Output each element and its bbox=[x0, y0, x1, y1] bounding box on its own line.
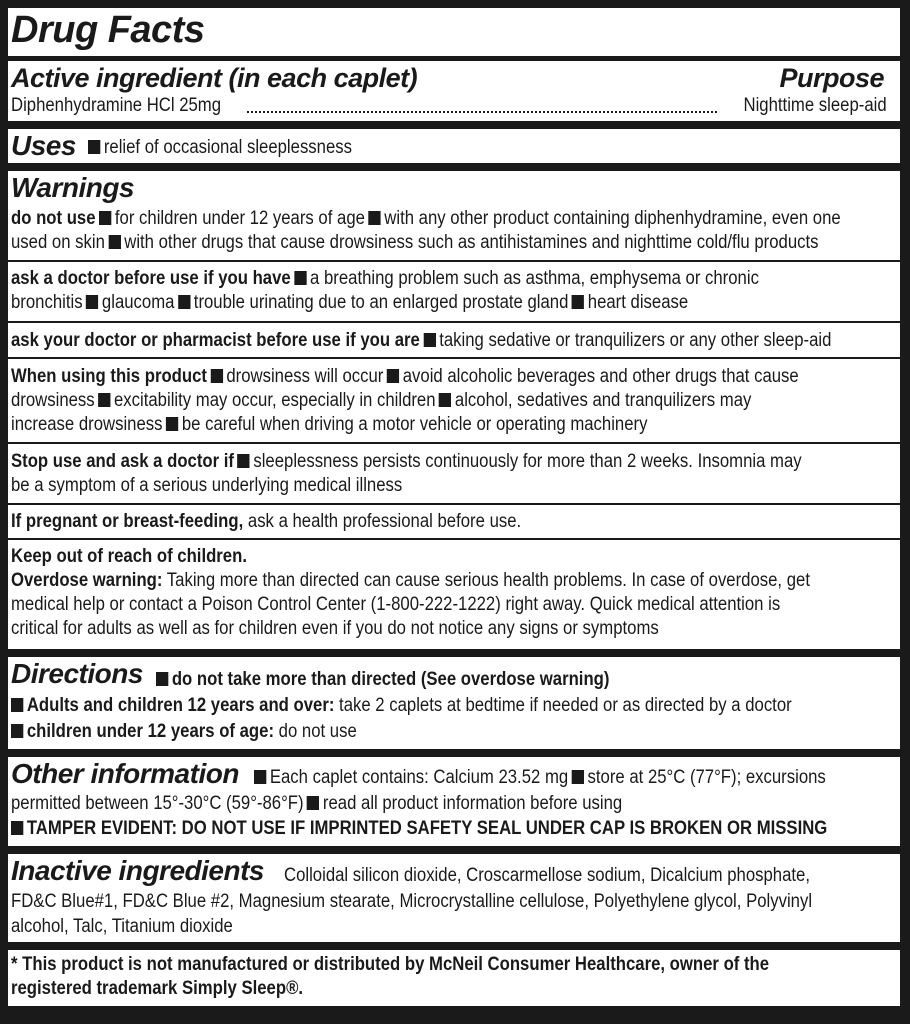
bullet-square-icon bbox=[210, 369, 222, 383]
bullet-square-icon bbox=[11, 724, 23, 738]
bullet-square-icon bbox=[98, 393, 110, 407]
ask-doctor-item: heart disease bbox=[587, 292, 689, 313]
other-info-line bbox=[11, 792, 900, 816]
directions-heading: Directions bbox=[11, 658, 143, 689]
pregnant-block bbox=[11, 510, 900, 534]
keep-out-overdose-block bbox=[11, 545, 900, 641]
when-using-item: avoid alcoholic beverages and other drugs that cause bbox=[402, 366, 799, 387]
stop-use-label: Stop use and ask a doctor if bbox=[11, 451, 234, 472]
when-using-block bbox=[11, 365, 900, 437]
bullet-square-icon bbox=[108, 235, 120, 249]
directions-section bbox=[8, 657, 900, 749]
bullet-square-icon bbox=[156, 672, 168, 686]
bullet-square-icon bbox=[387, 369, 399, 383]
divider bbox=[8, 503, 900, 505]
other-info-heading: Other information bbox=[11, 758, 239, 789]
pregnant-label: If pregnant or breast-feeding, bbox=[11, 511, 244, 532]
do-not-use-item: with other drugs that cause drowsiness such as antihistamines and nighttime cold/flu products bbox=[124, 232, 819, 253]
divider bbox=[8, 357, 900, 359]
overdose-label: Overdose warning: bbox=[11, 570, 163, 591]
bullet-square-icon bbox=[254, 770, 266, 784]
bullet-square-icon bbox=[572, 295, 584, 309]
other-info-section bbox=[8, 757, 900, 846]
ingredient-purpose: Nighttime sleep-aid bbox=[743, 95, 887, 116]
stop-use-block bbox=[11, 450, 900, 498]
ask-pharmacist-item: taking sedative or tranquilizers or any other sleep-aid bbox=[439, 330, 832, 351]
ingredient-name: Diphenhydramine HCl 25mg bbox=[11, 95, 222, 116]
ask-doctor-item: glaucoma bbox=[101, 292, 175, 313]
footnote-line: * This product is not manufactured or distributed by McNeil Consumer Healthcare, owner of the bbox=[11, 954, 770, 975]
do-not-use-item: with any other product containing diphenhydramine, even one bbox=[384, 208, 841, 229]
directions-item bbox=[11, 720, 900, 744]
bullet-square-icon bbox=[166, 417, 178, 431]
directions-item bbox=[156, 668, 900, 692]
directions-text: do not use bbox=[278, 721, 357, 742]
bullet-square-icon bbox=[423, 333, 435, 347]
bullet-square-icon bbox=[88, 140, 100, 154]
other-info-item: store at 25°C (77°F); excursions bbox=[587, 767, 826, 788]
inactive-line: FD&C Blue#1, FD&C Blue #2, Magnesium stearate, Microcrystalline cellulose, Polyethylene glycol, Polyvinyl bbox=[11, 891, 813, 912]
divider bbox=[8, 260, 900, 262]
ask-doctor-label: ask a doctor before use if you have bbox=[11, 268, 291, 289]
directions-label: Adults and children 12 years and over: bbox=[26, 695, 335, 716]
when-using-item: drowsiness bbox=[11, 390, 95, 411]
uses-text: relief of occasional sleeplessness bbox=[103, 137, 352, 158]
do-not-use-block bbox=[11, 207, 900, 255]
overdose-text: medical help or contact a Poison Control Center (1-800-222-1222) right away. Quick medical attention is bbox=[11, 594, 781, 615]
page-title: Drug Facts bbox=[11, 9, 205, 51]
stop-use-item: sleeplessness persists continuously for more than 2 weeks. Insomnia may bbox=[253, 451, 802, 472]
directions-text: do not take more than directed (See overdose warning) bbox=[171, 669, 610, 690]
bullet-square-icon bbox=[99, 211, 111, 225]
directions-label: children under 12 years of age: bbox=[26, 721, 275, 742]
when-using-item: alcohol, sedatives and tranquilizers may bbox=[454, 390, 752, 411]
directions-item bbox=[11, 694, 900, 718]
footnote-line: registered trademark Simply Sleep®. bbox=[11, 978, 304, 999]
overdose-text: critical for adults as well as for children even if you do not notice any signs or symptoms bbox=[11, 618, 659, 639]
when-using-item: drowsiness will occur bbox=[226, 366, 384, 387]
bullet-square-icon bbox=[238, 454, 250, 468]
do-not-use-item: used on skin bbox=[11, 232, 105, 253]
divider bbox=[8, 538, 900, 540]
inactive-section bbox=[8, 854, 900, 942]
bullet-square-icon bbox=[178, 295, 190, 309]
divider bbox=[8, 321, 900, 323]
when-using-item: increase drowsiness bbox=[11, 414, 163, 435]
uses-line bbox=[88, 136, 900, 160]
pregnant-text: ask a health professional before use. bbox=[247, 511, 522, 532]
do-not-use-item: for children under 12 years of age bbox=[114, 208, 365, 229]
tamper-evident-text: TAMPER EVIDENT: DO NOT USE IF IMPRINTED SAFETY SEAL UNDER CAP IS BROKEN OR MISSING bbox=[26, 818, 828, 839]
ask-doctor-item: bronchitis bbox=[11, 292, 83, 313]
bullet-square-icon bbox=[439, 393, 451, 407]
bullet-square-icon bbox=[572, 770, 584, 784]
bullet-square-icon bbox=[11, 821, 23, 835]
when-using-item: be careful when driving a motor vehicle or operating machinery bbox=[181, 414, 648, 435]
ask-doctor-block bbox=[11, 267, 900, 315]
other-info-item: read all product information before using bbox=[322, 793, 623, 814]
dot-leader bbox=[247, 111, 717, 113]
other-info-item: Each caplet contains: Calcium 23.52 mg bbox=[269, 767, 569, 788]
overdose-text: Taking more than directed can cause serious health problems. In case of overdose, get bbox=[166, 570, 810, 591]
title-section bbox=[8, 8, 900, 121]
footnote-section bbox=[8, 950, 900, 1006]
uses-heading: Uses bbox=[11, 130, 76, 161]
inactive-heading: Inactive ingredients bbox=[11, 855, 264, 886]
title-rule bbox=[8, 56, 900, 61]
bullet-square-icon bbox=[86, 295, 98, 309]
inactive-line: alcohol, Talc, Titanium dioxide bbox=[11, 916, 233, 937]
when-using-label: When using this product bbox=[11, 366, 207, 387]
other-info-line bbox=[254, 766, 900, 790]
ask-doctor-item: a breathing problem such as asthma, emphysema or chronic bbox=[310, 268, 759, 289]
inactive-line: Colloidal silicon dioxide, Croscarmellose sodium, Dicalcium phosphate, bbox=[284, 865, 810, 886]
ask-pharmacist-block bbox=[11, 329, 900, 353]
bullet-square-icon bbox=[368, 211, 380, 225]
warnings-section bbox=[8, 171, 900, 649]
do-not-use-label: do not use bbox=[11, 208, 96, 229]
stop-use-item: be a symptom of a serious underlying medical illness bbox=[11, 475, 403, 496]
keep-out-text: Keep out of reach of children. bbox=[11, 546, 247, 567]
bullet-square-icon bbox=[307, 796, 319, 810]
purpose-heading: Purpose bbox=[779, 63, 884, 93]
divider bbox=[8, 442, 900, 444]
uses-section bbox=[8, 129, 900, 163]
footnote-text bbox=[11, 953, 900, 1001]
directions-text: take 2 caplets at bedtime if needed or as directed by a doctor bbox=[339, 695, 792, 716]
bullet-square-icon bbox=[294, 271, 306, 285]
active-ingredient-heading: Active ingredient (in each caplet) bbox=[11, 63, 418, 93]
other-info-item: permitted between 15°-30°C (59°-86°F) bbox=[11, 793, 304, 814]
other-info-line bbox=[11, 817, 900, 841]
active-ingredient-row bbox=[11, 94, 887, 118]
warnings-heading: Warnings bbox=[11, 172, 135, 203]
ask-doctor-item: trouble urinating due to an enlarged prostate gland bbox=[193, 292, 569, 313]
ask-pharmacist-label: ask your doctor or pharmacist before use if you are bbox=[11, 330, 420, 351]
when-using-item: excitability may occur, especially in children bbox=[114, 390, 436, 411]
bullet-square-icon bbox=[11, 698, 23, 712]
